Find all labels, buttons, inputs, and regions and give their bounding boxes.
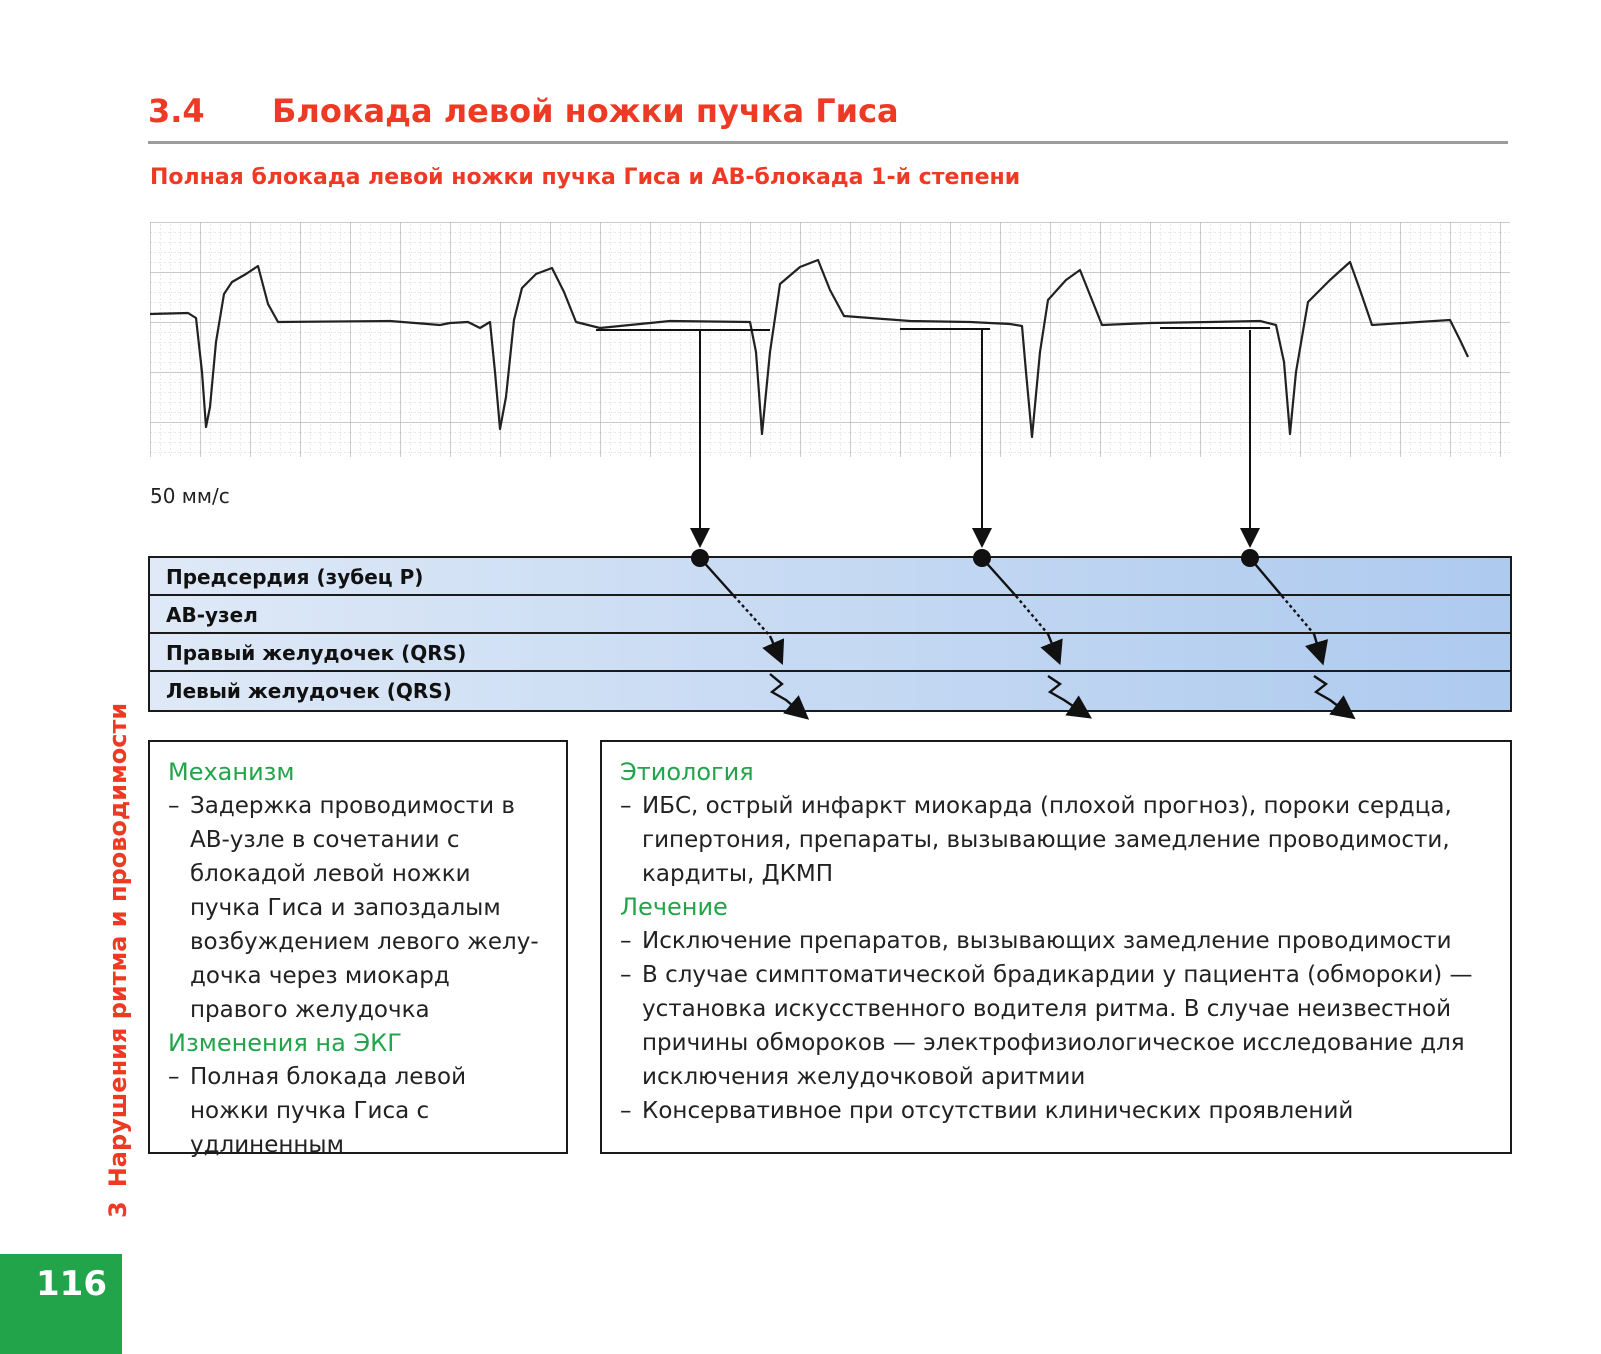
etiology-list xyxy=(620,789,1494,891)
section-number: 3.4 xyxy=(148,92,205,130)
ecg-changes-title: Изменения на ЭКГ xyxy=(168,1029,402,1057)
figure-subtitle: Полная блокада левой ножки пучка Гиса и АВ-блокада 1-й степени xyxy=(150,165,1021,190)
ladder-label-atria: Предсердия (зубец P) xyxy=(166,565,424,589)
mechanism-title: Механизм xyxy=(168,758,295,786)
section-title: Блокада левой ножки пучка Гиса xyxy=(272,92,899,130)
ladder-row-right-ventricle xyxy=(150,634,1510,672)
mechanism-list xyxy=(168,789,550,1027)
ladder-label-left-ventricle: Левый желудочек (QRS) xyxy=(166,679,452,703)
mechanism-box xyxy=(148,740,568,1158)
ladder-row-atria xyxy=(150,558,1510,596)
page-number-tab xyxy=(0,1254,122,1354)
etiology-treatment-box xyxy=(600,740,1512,1154)
chapter-title: Нарушения ритма и проводимости xyxy=(104,702,132,1188)
mechanism-item: – Задержка проводимости в АВ-узле в сочетании с блокадой левой ножки пучка Гиса и запоздалым возбуждением левого желу-дочка через миокард правого желудочка xyxy=(168,789,550,1027)
ladder-row-left-ventricle xyxy=(150,672,1510,710)
ladder-label-av-node: АВ-узел xyxy=(166,603,258,627)
ladder-row-av-node xyxy=(150,596,1510,634)
etiology-title: Этиология xyxy=(620,758,754,786)
ladder-diagram xyxy=(148,556,1512,712)
ecg-grid xyxy=(150,222,1510,457)
chapter-side-label xyxy=(104,703,132,1218)
treatment-list xyxy=(620,924,1494,1128)
paper-speed-label: 50 мм/с xyxy=(150,484,230,508)
ladder-label-right-ventricle: Правый желудочек (QRS) xyxy=(166,641,467,665)
ecg-strip xyxy=(150,222,1510,472)
ecg-changes-list xyxy=(168,1060,550,1162)
treatment-title: Лечение xyxy=(620,893,728,921)
etiology-item: – ИБС, острый инфаркт миокарда (плохой прогноз), пороки сердца, гипертония, препараты, вызывающие замедление проводимости, кардиты, ДКМП xyxy=(620,789,1494,891)
treatment-item: – Исключение препаратов, вызывающих замедление проводимости xyxy=(620,924,1494,958)
treatment-item: – Консервативное при отсутствии клинических проявлений xyxy=(620,1094,1494,1128)
ecg-changes-item: – Полная блокада левой ножки пучка Гиса с удлиненным xyxy=(168,1060,550,1162)
page-number: 116 xyxy=(36,1264,107,1304)
header-rule xyxy=(148,141,1508,144)
treatment-item: – В случае симптоматической брадикардии у пациента (обмороки) — установка искусственного водителя ритма. В случае неизвестной причины обмороков — электрофизиологическое исследование для исключения желудочковой аритмии xyxy=(620,958,1494,1094)
chapter-number: 3 xyxy=(104,1201,132,1218)
section-header xyxy=(148,92,1508,142)
